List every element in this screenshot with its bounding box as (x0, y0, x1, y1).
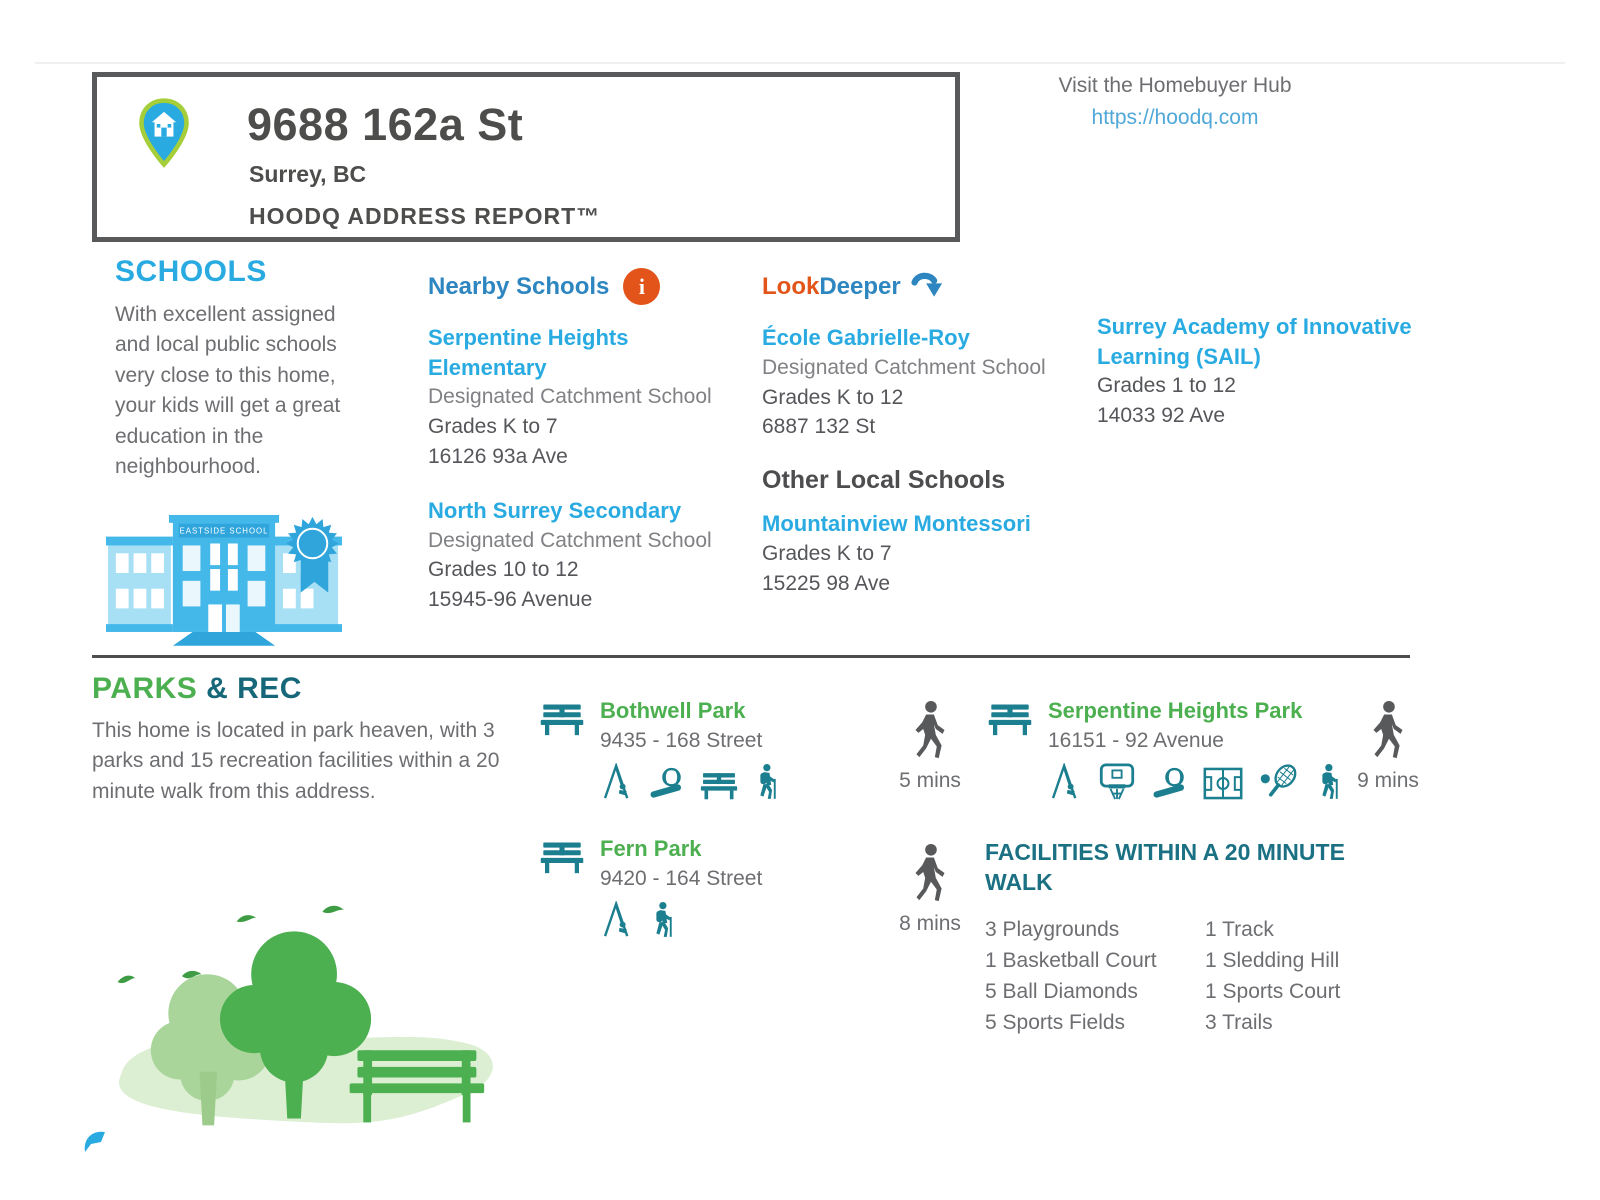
school-name-link[interactable]: North Surrey Secondary (428, 497, 682, 523)
school-address: 15225 98 Ave (762, 571, 891, 595)
school-entry (428, 496, 733, 615)
playground-icon (1050, 763, 1082, 805)
sports-field-icon (1203, 767, 1243, 805)
school-building-illustration (106, 498, 342, 651)
property-address: 9688 162a St (247, 99, 524, 150)
school-type: Designated Catchment School (762, 355, 1046, 379)
facility-item: 1 Basketball Court (985, 948, 1157, 972)
playground-icon (602, 763, 634, 805)
park-name: Bothwell Park (600, 698, 746, 723)
school-entry (428, 323, 733, 472)
property-city: Surrey, BC (249, 161, 367, 187)
facility-item: 5 Sports Fields (985, 1010, 1126, 1034)
walk-time-label: 9 mins (1357, 769, 1419, 792)
park-entry-bothwell (540, 698, 779, 805)
park-name: Serpentine Heights Park (1048, 698, 1303, 723)
other-local-schools-title: Other Local Schools (762, 466, 1006, 495)
park-address: 9420 - 164 Street (600, 867, 763, 890)
ball-diamond-icon (1152, 767, 1188, 805)
lookdeeper-title-part2: Deeper (819, 272, 901, 300)
deeper-schools-column-2 (1097, 312, 1427, 431)
report-title: HOODQ ADDRESS REPORT™ (249, 203, 601, 229)
page-corner-decoration-icon (83, 1128, 107, 1159)
hub-label: Visit the Homebuyer Hub (1058, 74, 1292, 97)
facility-item: 3 Trails (1205, 1010, 1273, 1034)
parks-intro: This home is located in park heaven, with 3 parks and 15 recreation facilities within a 20 minute walk from this address. (92, 719, 500, 803)
park-bench-icon (700, 771, 738, 805)
park-address: 9435 - 168 Street (600, 729, 763, 752)
school-address: 15945-96 Avenue (428, 588, 593, 612)
walk-time-label: 5 mins (899, 769, 961, 792)
trail-icon (1315, 763, 1341, 805)
walking-person-icon (1369, 700, 1407, 760)
trail-icon (649, 901, 675, 943)
facility-item: 5 Ball Diamonds (985, 979, 1138, 1003)
school-banner-text: EASTSIDE SCHOOL (179, 526, 269, 536)
facility-item: 3 Playgrounds (985, 917, 1120, 941)
school-grades: Grades K to 7 (762, 541, 892, 565)
info-icon[interactable]: i (623, 268, 660, 305)
facility-item: 1 Sports Court (1205, 979, 1341, 1003)
address-box (92, 72, 960, 242)
park-entry-serpentine (988, 698, 1341, 805)
map-pin-icon (137, 97, 191, 169)
school-type: Designated Catchment School (428, 528, 712, 552)
amenity-icons (1050, 763, 1341, 805)
nearby-schools-title: Nearby Schools (428, 272, 610, 300)
school-grades: Grades K to 7 (428, 415, 558, 439)
school-address: 6887 132 St (762, 415, 876, 439)
walking-person-icon (911, 700, 949, 760)
lookdeeper-title-part1: Look (762, 272, 820, 300)
parks-section-title (92, 672, 302, 706)
park-name: Fern Park (600, 836, 702, 861)
facilities-column-2 (1205, 914, 1340, 1038)
walking-person-icon (911, 843, 949, 903)
nearby-schools-column (428, 268, 733, 615)
school-grades: Grades K to 12 (762, 385, 904, 409)
ball-diamond-icon (649, 767, 685, 805)
park-bench-icon (540, 702, 584, 741)
school-entry (1097, 312, 1427, 431)
school-grades: Grades 10 to 12 (428, 558, 579, 582)
schools-intro: With excellent assigned and local public schools very close to this home, your kids will get a great education in the neighbourhood. (115, 303, 341, 479)
facility-item: 1 Sledding Hill (1205, 948, 1340, 972)
walk-time-serpentine (1348, 700, 1428, 793)
playground-icon (602, 901, 634, 943)
walk-time-label: 8 mins (899, 912, 961, 935)
school-address: 14033 92 Ave (1097, 404, 1226, 428)
trail-icon (753, 763, 779, 805)
park-entry-fern (540, 836, 762, 943)
tennis-court-icon (1258, 763, 1300, 805)
park-bench-icon (540, 840, 584, 879)
amenity-icons (602, 763, 779, 805)
school-name-link[interactable]: École Gabrielle-Roy (762, 325, 970, 350)
park-bench-icon (988, 702, 1032, 741)
park-address: 16151 - 92 Avenue (1048, 729, 1224, 752)
school-name-link[interactable]: Serpentine Heights Elementary (428, 325, 629, 380)
parks-title-part2: & REC (197, 672, 302, 705)
facilities-title: FACILITIES WITHIN A 20 MINUTE WALK (985, 839, 1345, 895)
lookdeeper-column (762, 268, 1097, 598)
school-entry (762, 323, 1097, 442)
school-type: Designated Catchment School (428, 385, 712, 409)
hub-link[interactable]: https://hoodq.com (1091, 106, 1259, 129)
page-top-rule (35, 62, 1565, 64)
school-grades: Grades 1 to 12 (1097, 374, 1236, 398)
amenity-icons (602, 901, 762, 943)
section-divider (92, 655, 1410, 658)
school-name-link[interactable]: Surrey Academy of Innovative Learning (SAIL) (1097, 314, 1412, 369)
facility-item: 1 Track (1205, 917, 1274, 941)
facilities-section (985, 838, 1405, 1038)
facilities-column-1 (985, 914, 1205, 1038)
schools-section-title: SCHOOLS (115, 255, 267, 288)
walk-time-bothwell (890, 700, 970, 793)
school-entry (762, 509, 1097, 598)
look-deeper-arrow-icon (911, 271, 943, 308)
school-name-link[interactable]: Mountainview Montessori (762, 511, 1031, 537)
walk-time-fern (890, 843, 970, 936)
parks-title-part1: PARKS (92, 672, 198, 705)
homebuyer-hub (1040, 74, 1310, 130)
school-address: 16126 93a Ave (428, 445, 568, 468)
basketball-court-icon (1097, 763, 1137, 805)
park-illustration (92, 828, 502, 1143)
